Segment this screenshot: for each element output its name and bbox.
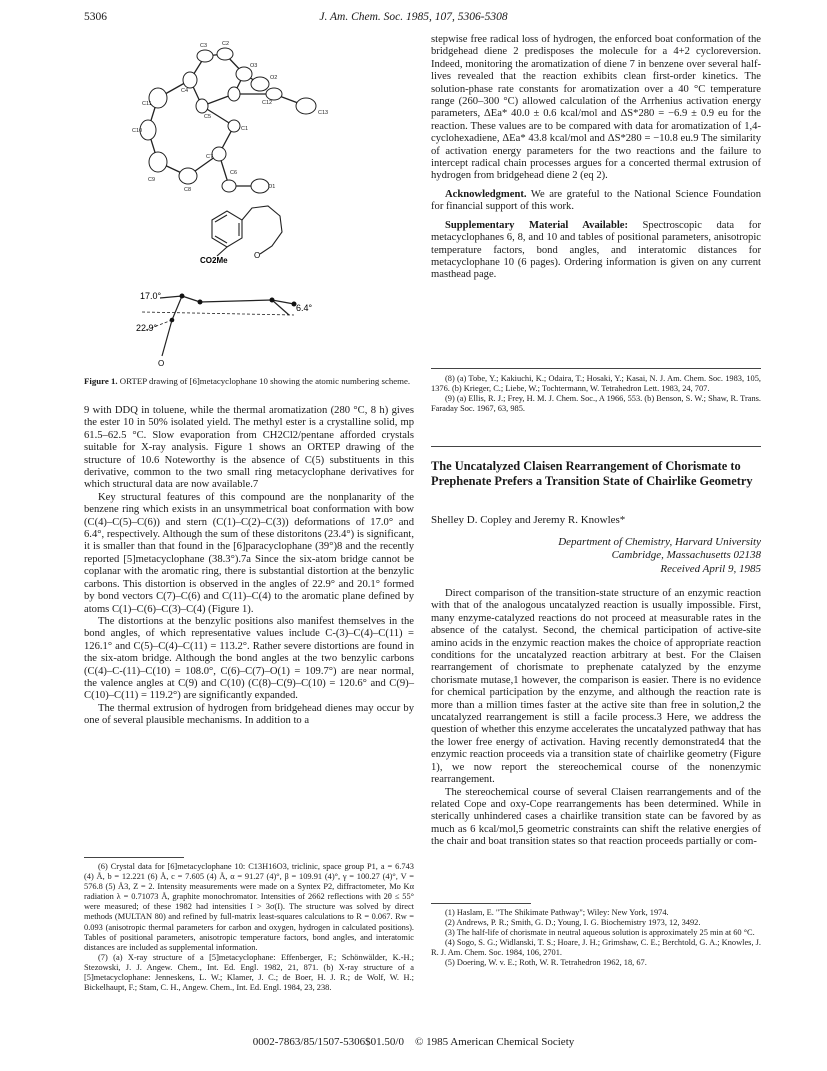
- ack-text: We are grateful to the National Science Foundation for financial support of this work.: [431, 188, 761, 213]
- separator-rule: [431, 368, 761, 369]
- angle-stern: 6.4°: [296, 303, 313, 313]
- ring-oxygen: O: [254, 251, 261, 260]
- paragraph: Key structural features of this compound are the nonplanarity of the benzene ring which exists in an unsymmetrical boat conformation with bow (C(4)–C(5)–C(6)) and stern (C(1)–C(2)–C(3)) deformations of 17.0° and 6.4°, respectively. Although the sum of these distoritons (23.4°) is significant, it is smaller than that found in the [6]paracyclophane (39°)8 and the recently reported [5]metacyclophane (38.3°).7a Since the six-atom bridge cannot be coplanar with the aromatic ring, there is substantial distortion at the benzylic carbons. This distortion is observed in the angles of 22.9° and 20.1° formed by bond vectors C(7)–C(6) and C(11)–C(4) to the aromatic plane defined by atoms C(1)–C(6)–C(3)–C(4) (Figure 1).: [84, 491, 414, 615]
- atom-c12: C12: [262, 100, 273, 106]
- atom-c1: C1: [241, 126, 249, 132]
- paragraph: stepwise free radical loss of hydrogen, the enforced boat conformation of the bridgehead diene 2 predisposes the molecule for a 4+2 cycloreversion. Indeed, monitoring the aromatization of diene 7 in benzene over several half-lives revealed that the reaction exhibits clean first-order kinetics. The solution-phase rate constants for aromatization over a 40 °C temperature range (260–300 °C) allowed calculation of the Arrhenius activation energy parameters, ΔEa* 40.0 ± 0.6 kcal/mol and ΔS*280 = −6.9 ± 0.9 eu for the reaction. These values are to be compared with data for aromatization of 1,4-cyclohexadiene, ΔEa* 43.8 kcal/mol and ΔS*280 = −10.8 eu.9 The similarity of activation energy parameters for the two reactions and the failure to intercept radical chain processes argues for a concerted thermal extrusion of hydrogen from bridgehead diene 2 (eq 2).: [431, 34, 761, 182]
- boat-side-view: [160, 296, 294, 356]
- footer-code: 0002-7863/85/1507-5306$01.50/0: [252, 1036, 404, 1048]
- footnote: (8) (a) Tobe, Y.; Kakiuchi, K.; Odaira, T.; Hosaki, Y.; Kasai, N. J. Am. Chem. Soc. 1983, 105, 1376. (b) Krieger, C.; Liebe, W.; Tochtermann, W. Tetrahedron Lett. 1983, 24, 707.: [431, 374, 761, 394]
- paragraph: 9 with DDQ in toluene, while the thermal aromatization (280 °C, 8 h) gives the ester 10 in 50% isolated yield. The methyl ester is a crystalline solid, mp 61.5–62.5 °C. Slow evaporation from CH2Cl2/pentane afforded crystals suitable for X-ray analysis. Figure 1 shows an ORTEP drawing of the structure of 10.6 Noteworthy is the absence of C(5) substituents in this derivative, common to the two small ring metacyclophane derivatives for which structural data are now available.7: [84, 405, 414, 491]
- angle-bow: 17.0°: [140, 291, 162, 301]
- right-footnotes-top: [431, 374, 761, 414]
- figure-1: [84, 34, 414, 370]
- footnote: (6) Crystal data for [6]metacyclophane 10: C13H16O3, triclinic, space group P1, a = 6.743 (4) Å, b = 12.221 (6) Å, c = 7.605 (4) Å, α = 91.27 (4)°, β = 109.91 (4)°, γ = 100.27 (4)°, V = 576.8 (5) Å3, Z = 2. Intensity measurements were made on a Syntex P2, diffractometer, Mo Kα radiation λ = 0.71073 Å, graphite monochromator. Intensities of 2662 reflections with 2θ ≤ 55° were measured; of these 1982 had intensities I > 3σ(I). The structure was solved by direct methods (MULTAN 80) and refined by full-matrix least-squares calculations to R = 0.067. Rw = 0.093 (anisotropic thermal parameters for carbon and oxygen, hydrogen in calculated positions). Tables of positional parameters, anisotropic temperature factors, bond angles, and interatomic distances are included as supplemental information.: [84, 862, 414, 952]
- atom-c9: C9: [148, 177, 156, 183]
- footnote: (5) Doering, W. v. E.; Roth, W. R. Tetrahedron 1962, 18, 67.: [445, 958, 647, 968]
- atom-c6: C6: [230, 170, 238, 176]
- supp-text: Spectroscopic data for metacyclophanes 6, 8, and 10 and tables of positional parameters, anisotropic temperature factors, bond angles, and interatomic distances for metacyclophane 10 (6 pages). Ordering information is given on any current masthead page.: [431, 219, 761, 281]
- atom-c11: C11: [142, 101, 152, 107]
- article-title: The Uncatalyzed Claisen Rearrangement of Chorismate to Prephenate Prefers a Transition State of Chairlike Geometry: [431, 459, 753, 488]
- footnote: (3) The half-life of chorismate in neutral aqueous solution is approximately 25 min at 60 °C.: [445, 928, 755, 938]
- footnote: (7) (a) X-ray structure of a [5]metacyclophane: Effenberger, F.; Schönwälder, K.-H.; Stezowski, J. J. Angew. Chem., Int. Ed. Engl. 1982, 21, 871. (b) X-ray structure of a [5]metacyclophane: Jenneskens, L. W.; Klamer, J. C.; de Boer, H. J. R.; de Wolf, W. H.; Bickelhaupt, F.; Stam, C. H., Angew. Chem., Int. Ed. Engl. 1984, 23, 238.: [84, 952, 414, 993]
- atom-c4: C4: [181, 88, 189, 94]
- supp-label: Supplementary Material Available:: [445, 219, 629, 231]
- bottom-oxygen: O: [158, 359, 165, 368]
- footer-copyright: © 1985 American Chemical Society: [414, 1036, 575, 1048]
- supplementary: [431, 220, 761, 282]
- page-number: 5306: [84, 11, 107, 23]
- affiliation: [431, 536, 761, 576]
- angle-benzylic: 22.9°: [136, 323, 158, 333]
- footnote: (9) (a) Ellis, R. J.; Frey, H. M. J. Chem. Soc., A 1966, 553. (b) Benson, S. W.; Shaw, R. Trans. Faraday Soc. 1967, 63, 985.: [431, 394, 761, 414]
- footnote: (1) Haslam, E. "The Shikimate Pathway"; Wiley: New York, 1974.: [445, 908, 669, 917]
- figure-caption: [84, 376, 414, 387]
- atom-c10: C10: [132, 128, 143, 134]
- caption-label: Figure 1.: [84, 376, 118, 386]
- affiliation-line-1: Department of Chemistry, Harvard University: [558, 536, 761, 548]
- paragraph: The thermal extrusion of hydrogen from bridgehead dienes may occur by one of several plausible mechanisms. In addition to a: [84, 702, 414, 727]
- right-footnotes-bottom: [431, 908, 761, 969]
- journal-header: J. Am. Chem. Soc. 1985, 107, 5306-5308: [319, 11, 508, 23]
- footnote-rule: [84, 857, 184, 858]
- atom-o1: O1: [268, 184, 276, 190]
- received-date: Received April 9, 1985: [660, 562, 761, 575]
- affiliation-line-2: Cambridge, Massachusetts 02138: [611, 549, 761, 562]
- footnote: (2) Andrews, P. R.; Smith, G. D.; Young, I. G. Biochemistry 1973, 12, 3492.: [445, 918, 701, 928]
- paragraph: Direct comparison of the transition-state structure of an enzymic reaction with that of the analogous uncatalyzed reaction is usually impossible. First, many enzyme-catalyzed reactions do not proceed at measurable rates in the absence of the catalyst. Second, the chemical participation of active-site amino acids in the enzymic reaction makes the choice of appropriate reaction conditions for the uncatalyzed reaction arbitrary at best. For the Claisen rearrangement of chorismate to prephenate catalyzed by the enzyme chorismate mutase,1 however, the comparison is easier. There is no evidence for chemical participation by the enzyme, and although the reaction rate is more than a million times faster at the active site than free in solution,2 the uncatalyzed rearrangement is still a facile process.3 Here, we address the question of whether this enzyme accelerates the uncatalyzed pathway that has the lower free energy of activation. Having recently demonstrated4 that the enzymic reaction proceeds via a transition state of chairlike geometry (Figure 1), we now report the stereochemical course of the nonenzymic rearrangement.: [431, 588, 761, 786]
- article-authors: Shelley D. Copley and Jeremy R. Knowles*: [431, 514, 626, 526]
- acknowledgment: [431, 189, 761, 214]
- atom-o2: O2: [270, 75, 278, 81]
- footnote: (4) Sogo, S. G.; Widlanski, T. S.; Hoare, J. H.; Grimshaw, C. E.; Berchtold, G. A.; Knowles, J. R. J. Am. Chem. Soc. 1984, 106, 2701.: [431, 938, 761, 958]
- ack-label: Acknowledgment.: [445, 188, 527, 200]
- ester-label: CO2Me: [200, 256, 228, 265]
- article-rule: [431, 446, 761, 447]
- atom-o3: O3: [250, 63, 258, 69]
- atom-c3: C3: [200, 43, 208, 49]
- right-column-top: [431, 34, 761, 282]
- paragraph: The stereochemical course of several Claisen rearrangements and of the related Cope and oxy-Cope rearrangements has been determined. While in sterically unhindered cases a chairlike transition state can be favored by as much as 6 kcal/mol,5 geometric constraints can shift the relative energies of the chair and boat transition states so that reaction proceeds partially or com-: [431, 786, 761, 848]
- paragraph: The distortions at the benzylic positions also manifest themselves in the bond angles, of which representative values include C-(3)–C(4)–C(11) = 126.1° and C(5)–C(4)–C(11) = 113.2°. Rather severe distortions are found in the six-atom bridge. Although the bond angles at the two benzylic carbons (C(4)–C-(11)–C(10) = 108.0°, C(6)–C(7)–O(1) = 109.7°) are near normal, the valence angles at C(9) and C(10) (C(8)–C(9)–C(10) = 120.6° and C(9)–C(10)–C(11) = 119.2°) are significantly expanded.: [84, 615, 414, 702]
- footnote-rule: [431, 903, 531, 904]
- left-footnotes: [84, 862, 414, 993]
- structure-formula: [212, 206, 282, 256]
- page-footer: [0, 1036, 827, 1048]
- atom-c2: C2: [222, 41, 230, 47]
- ortep-drawing: [84, 34, 414, 370]
- caption-text: ORTEP drawing of [6]metacyclophane 10 showing the atomic numbering scheme.: [119, 376, 411, 386]
- atom-c13: C13: [318, 110, 329, 116]
- atom-c8: C8: [184, 187, 192, 193]
- atom-c7: C7: [206, 154, 214, 160]
- left-column-body: [84, 405, 414, 728]
- right-column-body: [431, 588, 761, 849]
- atom-c5: C5: [204, 114, 212, 120]
